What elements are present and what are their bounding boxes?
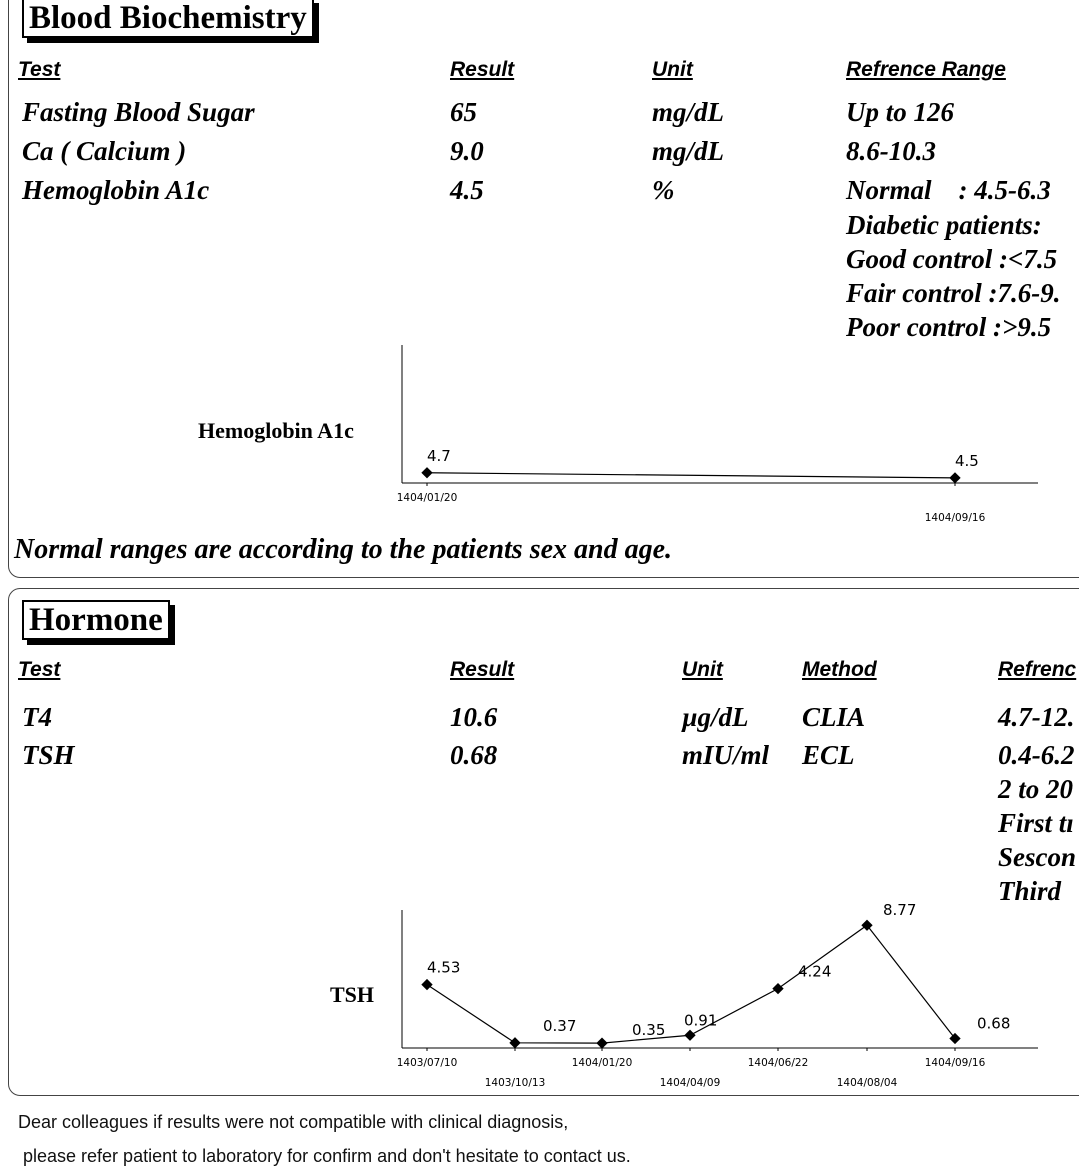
data-label: 4.53	[427, 958, 461, 977]
test-method: CLIA	[802, 702, 866, 732]
test-name: Fasting Blood Sugar	[22, 97, 255, 127]
series-line	[427, 473, 955, 478]
data-label: 4.5	[955, 451, 979, 470]
header-test: Test	[18, 58, 61, 81]
test-result: 4.5	[450, 175, 484, 205]
data-point	[421, 467, 432, 478]
test-range: First tı	[998, 808, 1074, 838]
header-result: Result	[450, 58, 515, 81]
header-reference-range: Refrenc	[998, 658, 1077, 681]
x-tick-label: 1403/10/13	[484, 1077, 546, 1089]
x-tick-label: 1404/09/16	[924, 512, 986, 524]
test-unit: mg/dL	[652, 97, 724, 127]
tsh-trend-chart	[395, 901, 1045, 1090]
test-range: Good control :<7.5	[846, 244, 1058, 274]
header-test: Test	[18, 658, 61, 681]
data-label: 4.24	[798, 962, 832, 981]
x-tick-label: 1404/06/22	[747, 1057, 809, 1069]
footer-line-2: please refer patient to laboratory for confirm and don't hesitate to contact us.	[18, 1146, 631, 1166]
test-range: 4.7-12.	[998, 702, 1075, 732]
data-point	[509, 1037, 520, 1048]
data-label: 0.35	[632, 1021, 666, 1040]
section-title-biochemistry: Blood Biochemistry	[22, 0, 314, 38]
test-name: TSH	[22, 740, 75, 770]
footer-line-1: Dear colleagues if results were not compatible with clinical diagnosis,	[18, 1112, 569, 1132]
data-label: 0.37	[543, 1016, 577, 1035]
data-label: 4.7	[427, 446, 451, 465]
test-name: Hemoglobin A1c	[22, 175, 210, 205]
test-range: Sescon	[998, 842, 1077, 872]
test-unit: mIU/ml	[682, 740, 770, 770]
hba1c-trend-chart	[395, 345, 1045, 525]
test-result: 9.0	[450, 136, 484, 166]
header-unit: Unit	[682, 658, 723, 681]
chart-label-hba1c: Hemoglobin A1c	[198, 418, 354, 443]
x-tick-label: 1404/08/04	[836, 1077, 898, 1089]
test-result: 65	[450, 97, 477, 127]
test-method: ECL	[802, 740, 855, 770]
test-result: 0.68	[450, 740, 498, 770]
test-range: Poor control :>9.5	[846, 312, 1052, 342]
header-method: Method	[802, 658, 877, 681]
chart-label-tsh: TSH	[330, 982, 375, 1007]
normal-ranges-note: Normal ranges are according to the patients sex and age.	[14, 534, 673, 565]
header-reference-range: Refrence Range	[846, 58, 1006, 81]
x-tick-label: 1403/07/10	[396, 1057, 458, 1069]
data-label: 0.91	[684, 1011, 718, 1030]
test-result: 10.6	[450, 702, 498, 732]
data-point	[949, 1033, 960, 1044]
data-label: 8.77	[883, 901, 917, 920]
data-point	[684, 1030, 695, 1041]
data-point	[772, 983, 783, 994]
x-tick-label: 1404/09/16	[924, 1057, 986, 1069]
data-point	[949, 472, 960, 483]
test-unit: %	[652, 175, 675, 205]
x-tick-label: 1404/01/20	[396, 492, 458, 504]
test-range: Fair control :7.6-9.	[846, 278, 1061, 308]
test-unit: mg/dL	[652, 136, 724, 166]
section-title-hormone: Hormone	[22, 600, 170, 640]
header-result: Result	[450, 658, 515, 681]
test-range: 0.4-6.2	[998, 740, 1075, 770]
test-unit: µg/dL	[682, 702, 749, 732]
test-name: Ca ( Calcium )	[22, 136, 187, 166]
test-range: 2 to 20	[998, 774, 1074, 804]
test-range: Up to 126	[846, 97, 954, 127]
data-point	[861, 920, 872, 931]
test-range: Diabetic patients:	[846, 210, 1042, 240]
data-point	[421, 979, 432, 990]
x-tick-label: 1404/04/09	[659, 1077, 721, 1089]
test-range: Third	[998, 876, 1062, 906]
test-range: 8.6-10.3	[846, 136, 936, 166]
header-unit: Unit	[652, 58, 693, 81]
data-label: 0.68	[977, 1014, 1011, 1033]
test-name: T4	[22, 702, 52, 732]
test-range: Normal : 4.5-6.3	[846, 175, 1051, 205]
x-tick-label: 1404/01/20	[571, 1057, 633, 1069]
data-point	[596, 1037, 607, 1048]
